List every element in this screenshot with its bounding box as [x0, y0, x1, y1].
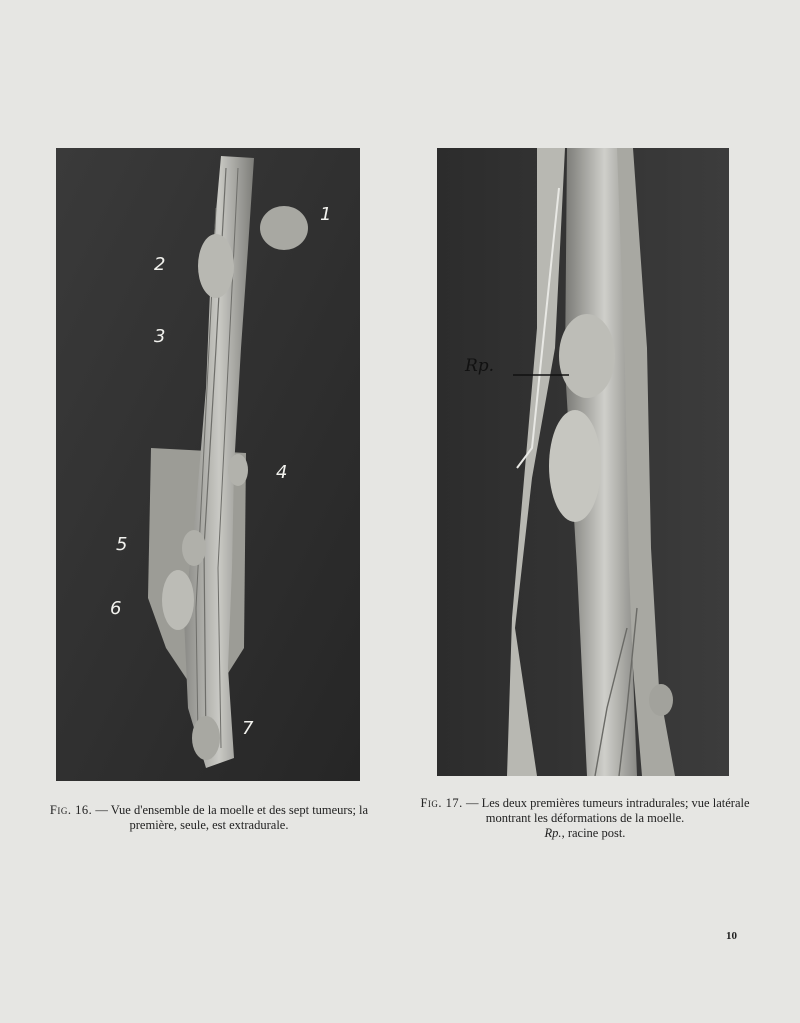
caption-figure-17 — [404, 796, 766, 841]
caption-16-text: — Vue d'ensemble de la moelle et des sept tumeurs; la première, seule, est extradurale. — [95, 803, 369, 832]
spinal-cord-lateral-illustration — [437, 148, 729, 776]
caption-17-abbr-text: , racine post. — [561, 826, 626, 840]
caption-17-text: — Les deux premières tumeurs intradurales; vue latérale montrant les déformations de la moelle. — [465, 796, 750, 825]
tumour-marker-4: 4 — [276, 462, 288, 483]
caption-17-abbr: Rp. — [544, 826, 562, 840]
tumour-marker-2: 2 — [154, 254, 166, 275]
tumour-marker-3: 3 — [154, 326, 166, 347]
spinal-cord-specimen-illustration — [56, 148, 360, 781]
caption-figure-16 — [30, 803, 388, 833]
figure-17-photo — [437, 148, 729, 776]
figure-16-photo — [56, 148, 360, 781]
page-number: 10 — [726, 930, 737, 942]
tumour-marker-6: 6 — [110, 598, 122, 619]
tumour-marker-5: 5 — [116, 534, 128, 555]
tumour-marker-7: 7 — [242, 718, 254, 739]
caption-17-label: Fig. 17. — [420, 796, 463, 810]
caption-16-label: Fig. 16. — [49, 803, 93, 817]
rp-marker: Rp. — [465, 356, 495, 376]
tumour-marker-1: 1 — [320, 204, 332, 225]
